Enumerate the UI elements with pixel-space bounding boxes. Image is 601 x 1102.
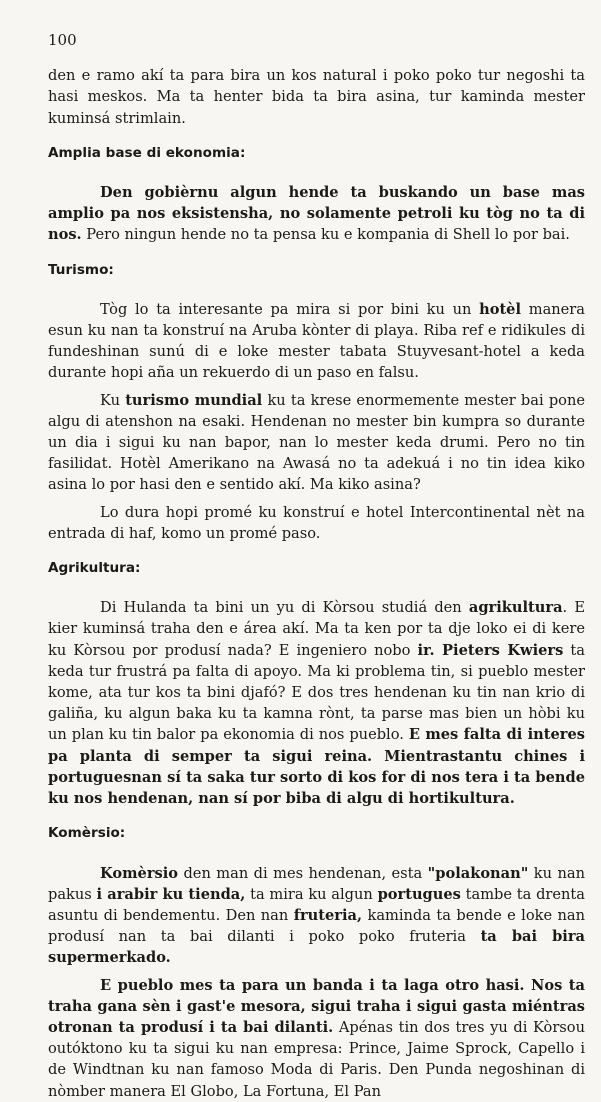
text-span: Pero ningun hende no ta pensa ku e kompania di Shell lo por bai. — [81, 226, 570, 244]
heading-komersio: Komèrsio: — [48, 825, 126, 842]
bold-text: Komèrsio — [100, 864, 179, 882]
heading-agrikultura: Agrikultura: — [48, 560, 141, 577]
paragraph-turismo-1 — [48, 299, 585, 384]
paragraph-komersio-2 — [48, 975, 585, 1102]
intro-paragraph: den e ramo akí ta para bira un kos natural i poko poko tur negoshi ta hasi meskos. Ma ta henter bida ta bira asina, tur kaminda mester kuminsá strimlain. — [48, 67, 585, 127]
bold-text: ir. Pieters Kwiers — [417, 641, 564, 659]
text-span: den man di mes hendenan, esta — [178, 864, 428, 882]
text-span: ku ta krese enormemente mester bai pone algu di atenshon na esaki. Hendenan no mester bin kumpra so durante un dia i sigui ku nan bapor, nan lo mester keda drumi. Pero no tin fasilidat. Hotèl Amerikano na Awasá no ta adekuá i no tin idea kiko asina lo por hasi den e sentido akí. Ma kiko asina? — [48, 391, 586, 494]
paragraph-komersio-1 — [48, 863, 585, 969]
page-number: 100 — [48, 31, 77, 49]
text-span: ku nan pakus — [48, 864, 585, 903]
text-span: Tòg lo ta interesante pa mira si por bini ku un — [100, 300, 480, 318]
text-span: Ku — [100, 391, 126, 409]
paragraph-turismo-2 — [48, 390, 585, 496]
heading-turismo: Turismo: — [48, 261, 114, 278]
text-span: kaminda ta bende e loke nan produsí nan ta bai dilanti i poko poko fruteria — [48, 906, 585, 946]
bold-text: fruteria, — [293, 906, 363, 924]
text-span: ta mira ku algun — [245, 885, 378, 903]
bold-text: portugues — [377, 885, 461, 903]
bold-text: turismo mundial — [125, 391, 263, 409]
text-span: . E kier kuminsá traha den e área akí. Ma ta ken por ta dje loko ei di kere ku Kòrsou por produsí nada? E ingeniero nobo — [48, 599, 585, 659]
bold-text: i arabir ku tienda, — [96, 885, 246, 903]
heading-ekonomia: Amplia base di ekonomia: — [48, 144, 246, 161]
text-span: tambe ta drenta asuntu di bendementu. Den nan — [48, 885, 585, 924]
bold-text: "polakonan" — [427, 864, 529, 882]
bold-text: Den gobièrnu algun hende ta buskando un base mas amplio pa nos eksistensha, no solamente petroli ku tòg no ta di nos. — [48, 184, 585, 244]
text-span: Apénas tin dos tres yu di Kòrsou outóktono ku ta sigui ku nan empresa: Prince, Jaime Sprock, Capello i de Windtnan ku nan famoso Moda di Paris. Den Punda negoshinan di nòmber manera El Globo, La Fortuna, El Pan — [48, 1018, 585, 1100]
bold-text: agrikultura — [468, 599, 563, 617]
text-span: manera esun ku nan ta konstruí na Aruba kònter di playa. Riba ref e ridikules di fundeshinan sunú di e loke mester tabata Stuyvesant-hotel a keda durante hopi aña un rekuerdo di un paso en falsu. — [48, 300, 585, 382]
bold-text: hotèl — [479, 300, 522, 318]
bold-text: E pueblo mes ta para un banda i ta laga otro hasi. Nos ta traha gana sèn i gast'e mesora, sigui traha i sigui gasta miéntras otronan ta produsí i ta bai dilanti. — [48, 976, 585, 1036]
paragraph-agrikultura — [48, 597, 585, 809]
paragraph-turismo-3: Lo dura hopi promé ku konstruí e hotel Intercontinental nèt na entrada di haf, komo un promé paso. — [48, 503, 585, 542]
text-span: Di Hulanda ta bini un yu di Kòrsou studiá den — [100, 599, 469, 617]
bold-text: E mes falta di interes pa planta di semper ta sigui reina. Mientrastantu chines i portuguesnan sí ta saka tur sorto di kos for di nos tera i ta bende ku nos hendenan, nan sí por biba di algu di hortikultura. — [48, 726, 585, 808]
paragraph-ekonomia — [48, 182, 585, 246]
bold-text: ta bai bira supermerkado. — [48, 928, 585, 967]
text-span: ta keda tur frustrá pa falta di apoyo. Ma ki problema tin, si pueblo mester kome, ata tur kos ta bini djafó? E dos tres hendenan ku tin nan krio di galiña, ku algun baka ku ta kamna rònt, ta parse mas bien un hòbi ku un plan ku tin balor pa ekonomia di nos pueblo. — [48, 641, 585, 744]
